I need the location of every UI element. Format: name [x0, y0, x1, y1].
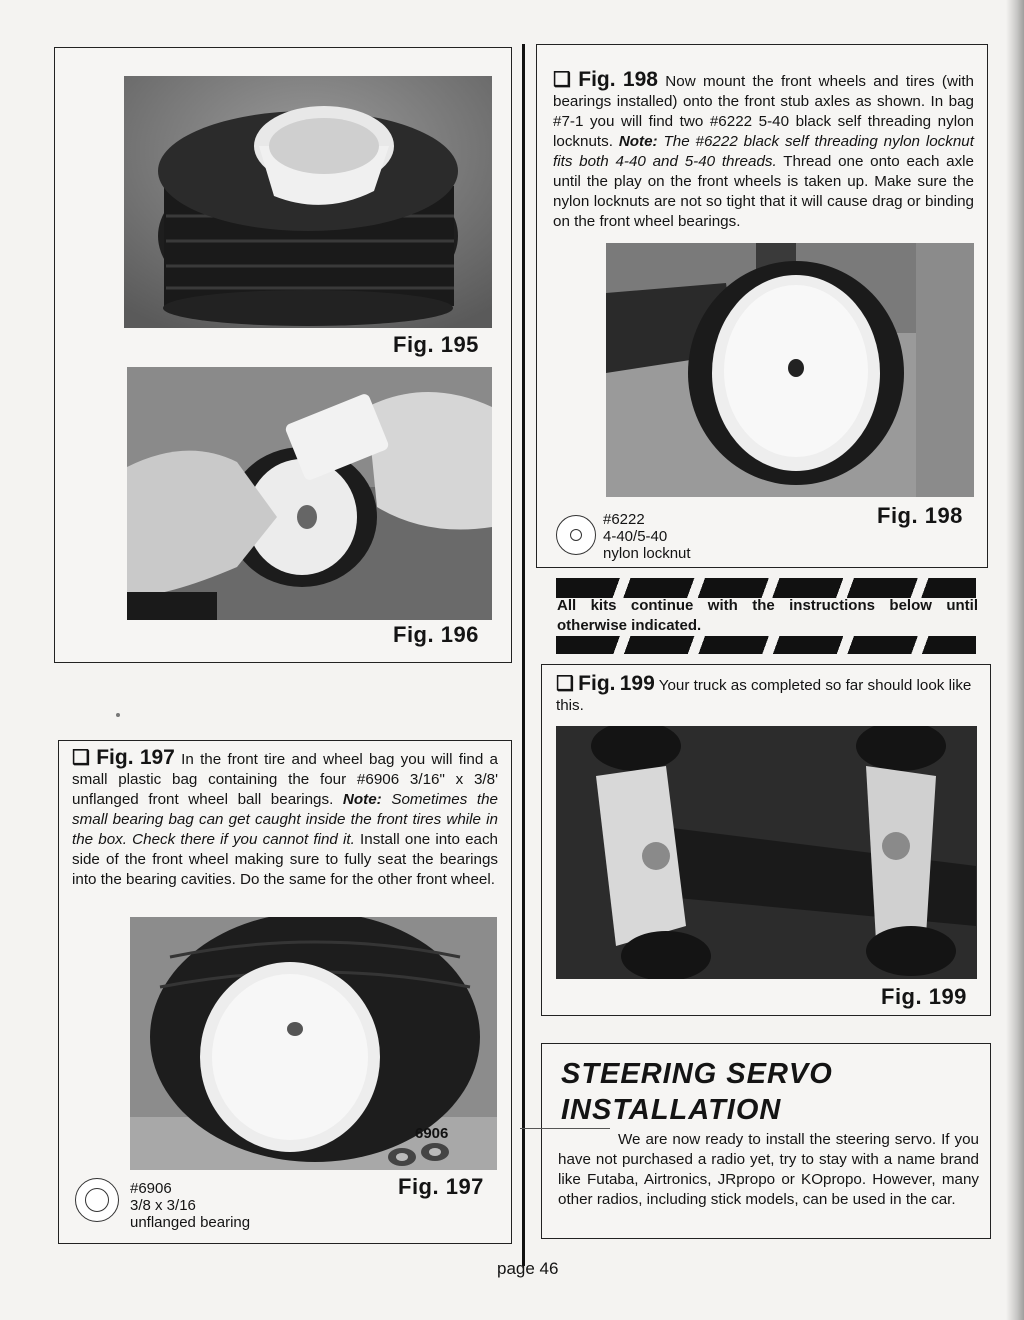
- bearing-icon: [75, 1178, 119, 1222]
- fig-198-label: Fig. 198: [877, 503, 963, 528]
- title-underline: [520, 1128, 610, 1129]
- photo-fig-196: [127, 367, 492, 620]
- photo-fig-199: [556, 726, 977, 979]
- page-number: page 46: [497, 1259, 559, 1278]
- fig-199-heading-number: 199: [619, 672, 655, 695]
- checkbox-icon[interactable]: ❑: [556, 673, 574, 695]
- fig-199-body: Your truck as completed so far should look like this.: [556, 677, 972, 714]
- part-6222-number: #6222: [603, 511, 645, 528]
- fig-196-label: Fig. 196: [393, 622, 479, 647]
- checkbox-icon[interactable]: ❑: [553, 69, 571, 91]
- fig-199-label: Fig. 199: [881, 984, 967, 1009]
- fig-198-note-text: The #6222 black self threading nylon locknut fits both 4-40 and 5-40 threads.: [553, 133, 974, 170]
- locknut-inner-ring: [570, 529, 582, 541]
- fig-197-text: [72, 748, 498, 890]
- speck: [116, 713, 120, 717]
- fig-197-label: Fig. 197: [398, 1174, 484, 1199]
- fig-195-label: Fig. 195: [393, 332, 479, 357]
- part-6906-name: unflanged bearing: [130, 1214, 251, 1231]
- checkbox-icon[interactable]: ❑: [72, 747, 90, 769]
- fig-197-text-1: In the front tire and wheel bag you will find a small plastic bag containing the four #6906 3/16" x 3/8' unflanged front wheel ball bearings.: [72, 751, 498, 808]
- page-edge-shadow: [1006, 0, 1024, 1320]
- fig-198-note-label: Note:: [618, 133, 658, 150]
- section-body: [558, 1130, 979, 1210]
- fig-197-heading-word: Fig.: [96, 746, 134, 769]
- part-6222-name: nylon locknut: [603, 545, 691, 562]
- part-6222-info: [603, 511, 691, 562]
- fig-198-heading-word: Fig.: [578, 68, 616, 91]
- part-6906-info: [130, 1180, 250, 1231]
- fig-197-photo-label: 6906: [415, 1125, 449, 1142]
- fig-198-heading-number: 198: [622, 68, 658, 91]
- part-6906-number: #6906: [130, 1180, 172, 1197]
- column-divider: [522, 44, 525, 1266]
- bearing-inner-ring: [85, 1188, 109, 1212]
- section-body-text: We are now ready to install the steering servo. If you have not purchased a radio yet, try to stay with a name brand like Futaba, Airtronics, JRpropo or KOpropo. However, many other radios, including stick models, can be used in the car.: [558, 1131, 979, 1208]
- fig-198-text-2: Thread one onto each axle until the play on the front wheels is taken up. Make sure the nylon locknuts are not so tight that it will cause drag or binding on the front wheel bearings.: [553, 153, 975, 230]
- fig-197-heading-number: 197: [139, 746, 175, 769]
- hazard-stripe-bottom: [556, 636, 976, 654]
- photo-fig-198: [606, 243, 974, 497]
- section-title-line-1: STEERING SERVO: [561, 1058, 833, 1090]
- fig-197-note-label: Note:: [342, 791, 382, 808]
- photo-fig-197: [130, 917, 497, 1170]
- locknut-icon: [556, 515, 596, 555]
- fig-197-text-2: Install one into each side of the front wheel making sure to fully seat the bearings into the bearing cavities. Do the same for the other front wheel.: [72, 831, 498, 888]
- part-6222-size: 4-40/5-40: [603, 528, 668, 545]
- hazard-stripe-top: [556, 578, 976, 598]
- fig-199-text: [556, 674, 980, 716]
- fig-198-text: [553, 70, 974, 232]
- fig-199-heading-word: Fig.: [578, 672, 616, 695]
- part-6906-size: 3/8 x 3/16: [130, 1197, 196, 1214]
- fig-198-text-1: Now mount the front wheels and tires (with bearings installed) onto the front stub axles as shown. In bag #7-1 you will find two #6222 5-40 black self threading nylon locknuts.: [553, 73, 974, 150]
- fig-197-note-text: Sometimes the small bearing bag can get caught inside the front tires while in the box. Check there if you cannot find it.: [72, 791, 498, 848]
- section-title-line-2: INSTALLATION: [561, 1094, 782, 1126]
- notice-text: All kits continue with the instructions below until otherwise indicated.: [557, 597, 978, 634]
- photo-fig-195: [124, 76, 492, 328]
